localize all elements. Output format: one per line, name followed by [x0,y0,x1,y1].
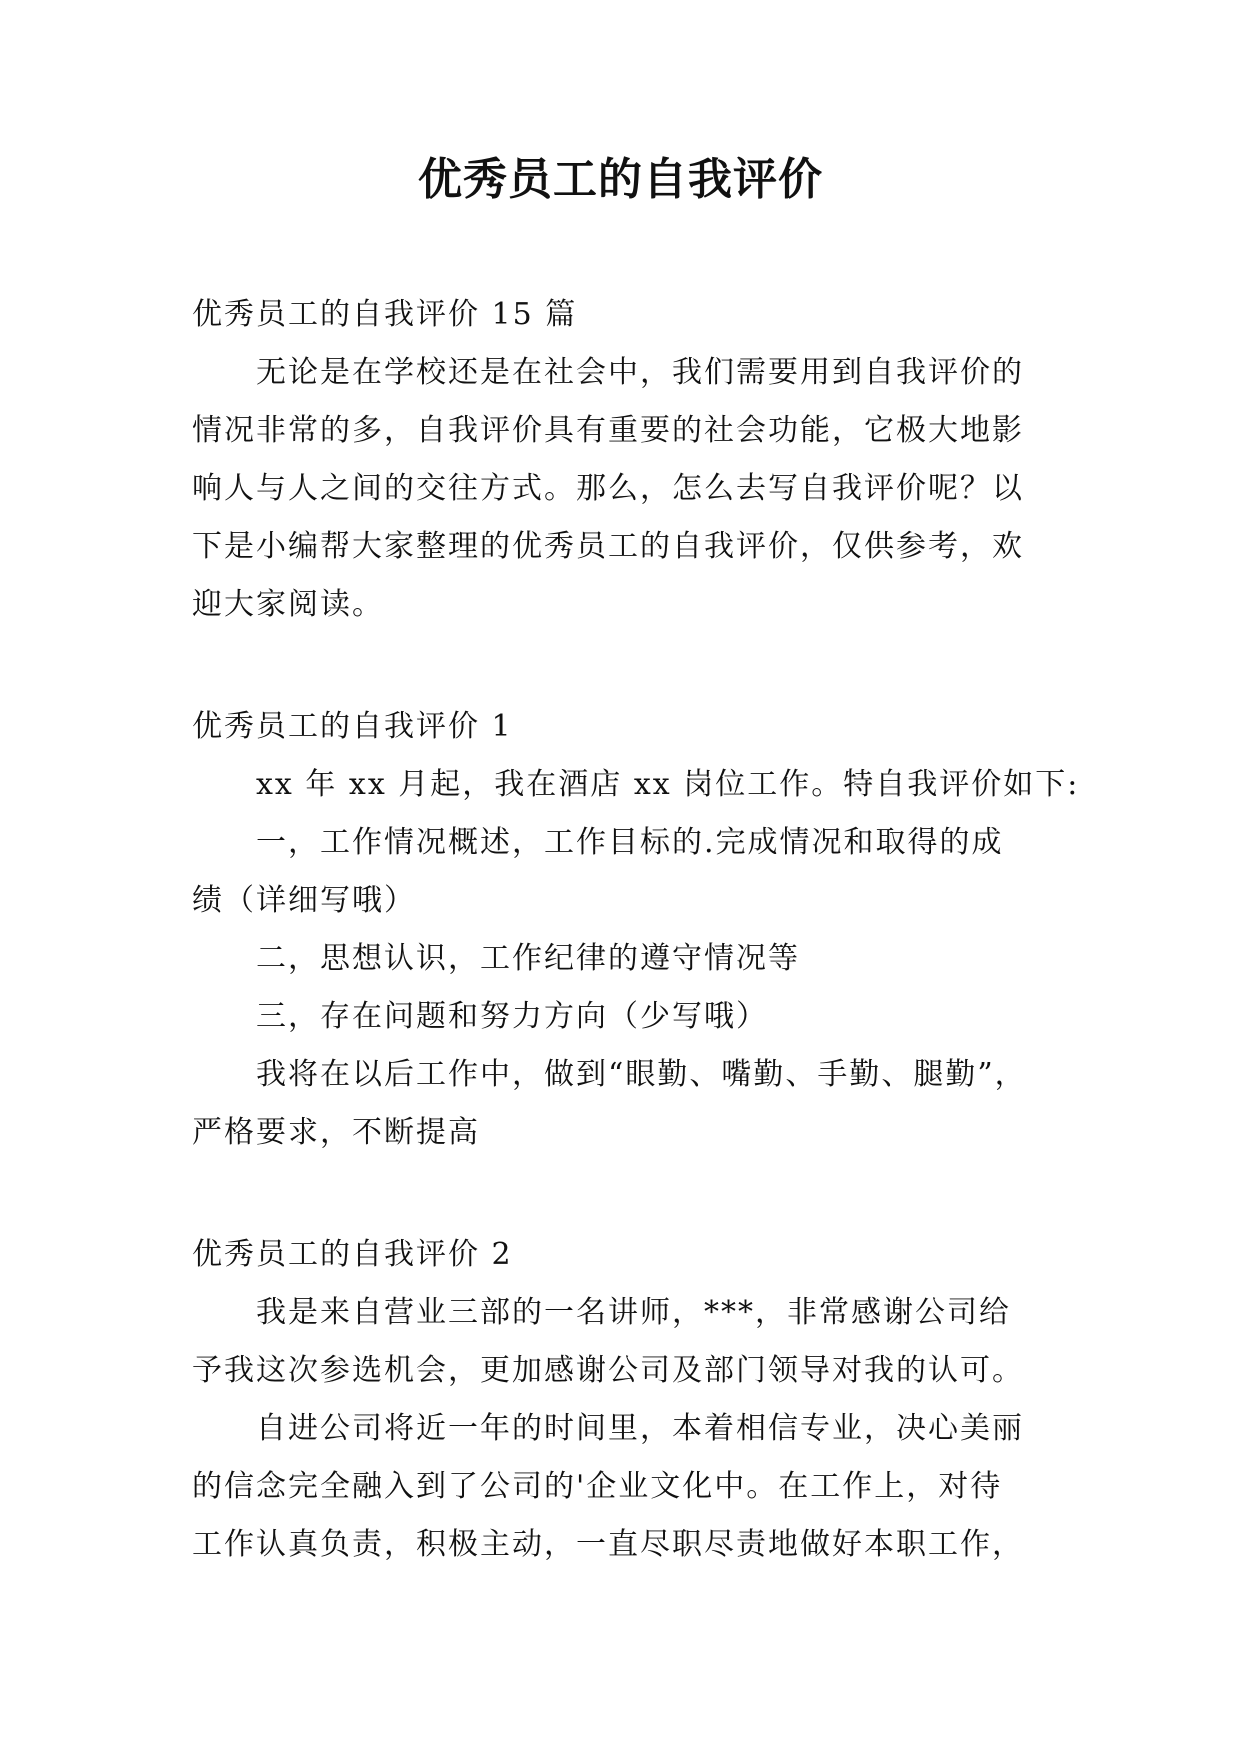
intro-paragraph-line: 无论是在学校还是在社会中，我们需要用到自我评价的 [256,355,1024,390]
section-heading-1: 优秀员工的自我评价 1 [192,709,513,744]
section-1-paragraph-line: 严格要求，不断提高 [192,1115,480,1150]
section-2-paragraph-line: 工作认真负责，积极主动，一直尽职尽责地做好本职工作， [192,1527,1024,1562]
section-1-paragraph-line: 绩（详细写哦） [192,883,416,918]
section-1-paragraph-line: 三，存在问题和努力方向（少写哦） [256,999,768,1034]
section-heading-overview: 优秀员工的自我评价 15 篇 [192,297,578,332]
section-spacer [192,1162,1072,1226]
section-spacer [192,634,1072,698]
document-title: 优秀员工的自我评价 [418,154,823,205]
intro-paragraph-line: 情况非常的多，自我评价具有重要的社会功能，它极大地影 [192,413,1024,448]
section-1-paragraph-line: 二，思想认识，工作纪律的遵守情况等 [256,941,800,976]
section-1-paragraph-line: 一，工作情况概述，工作目标的.完成情况和取得的成 [256,825,1004,860]
section-2-paragraph-line: 自进公司将近一年的时间里，本着相信专业，决心美丽 [256,1411,1024,1446]
section-2-paragraph-line: 的信念完全融入到了公司的'企业文化中。在工作上，对待 [192,1469,1003,1504]
section-2-paragraph-line: 我是来自营业三部的一名讲师，***，非常感谢公司给 [256,1295,1011,1330]
section-2-paragraph-line: 予我这次参选机会，更加感谢公司及部门领导对我的认可。 [192,1353,1024,1388]
section-heading-2: 优秀员工的自我评价 2 [192,1237,513,1272]
intro-paragraph-line: 响人与人之间的交往方式。那么，怎么去写自我评价呢？以 [192,471,1024,506]
intro-paragraph-line: 下是小编帮大家整理的优秀员工的自我评价，仅供参考，欢 [192,529,1024,564]
document-body [192,286,1080,1574]
intro-paragraph-line: 迎大家阅读。 [192,587,384,622]
section-1-paragraph-line: 我将在以后工作中，做到“眼勤、嘴勤、手勤、腿勤”， [256,1057,1027,1092]
section-1-paragraph-line: xx 年 xx 月起，我在酒店 xx 岗位工作。特自我评价如下: [256,767,1080,802]
